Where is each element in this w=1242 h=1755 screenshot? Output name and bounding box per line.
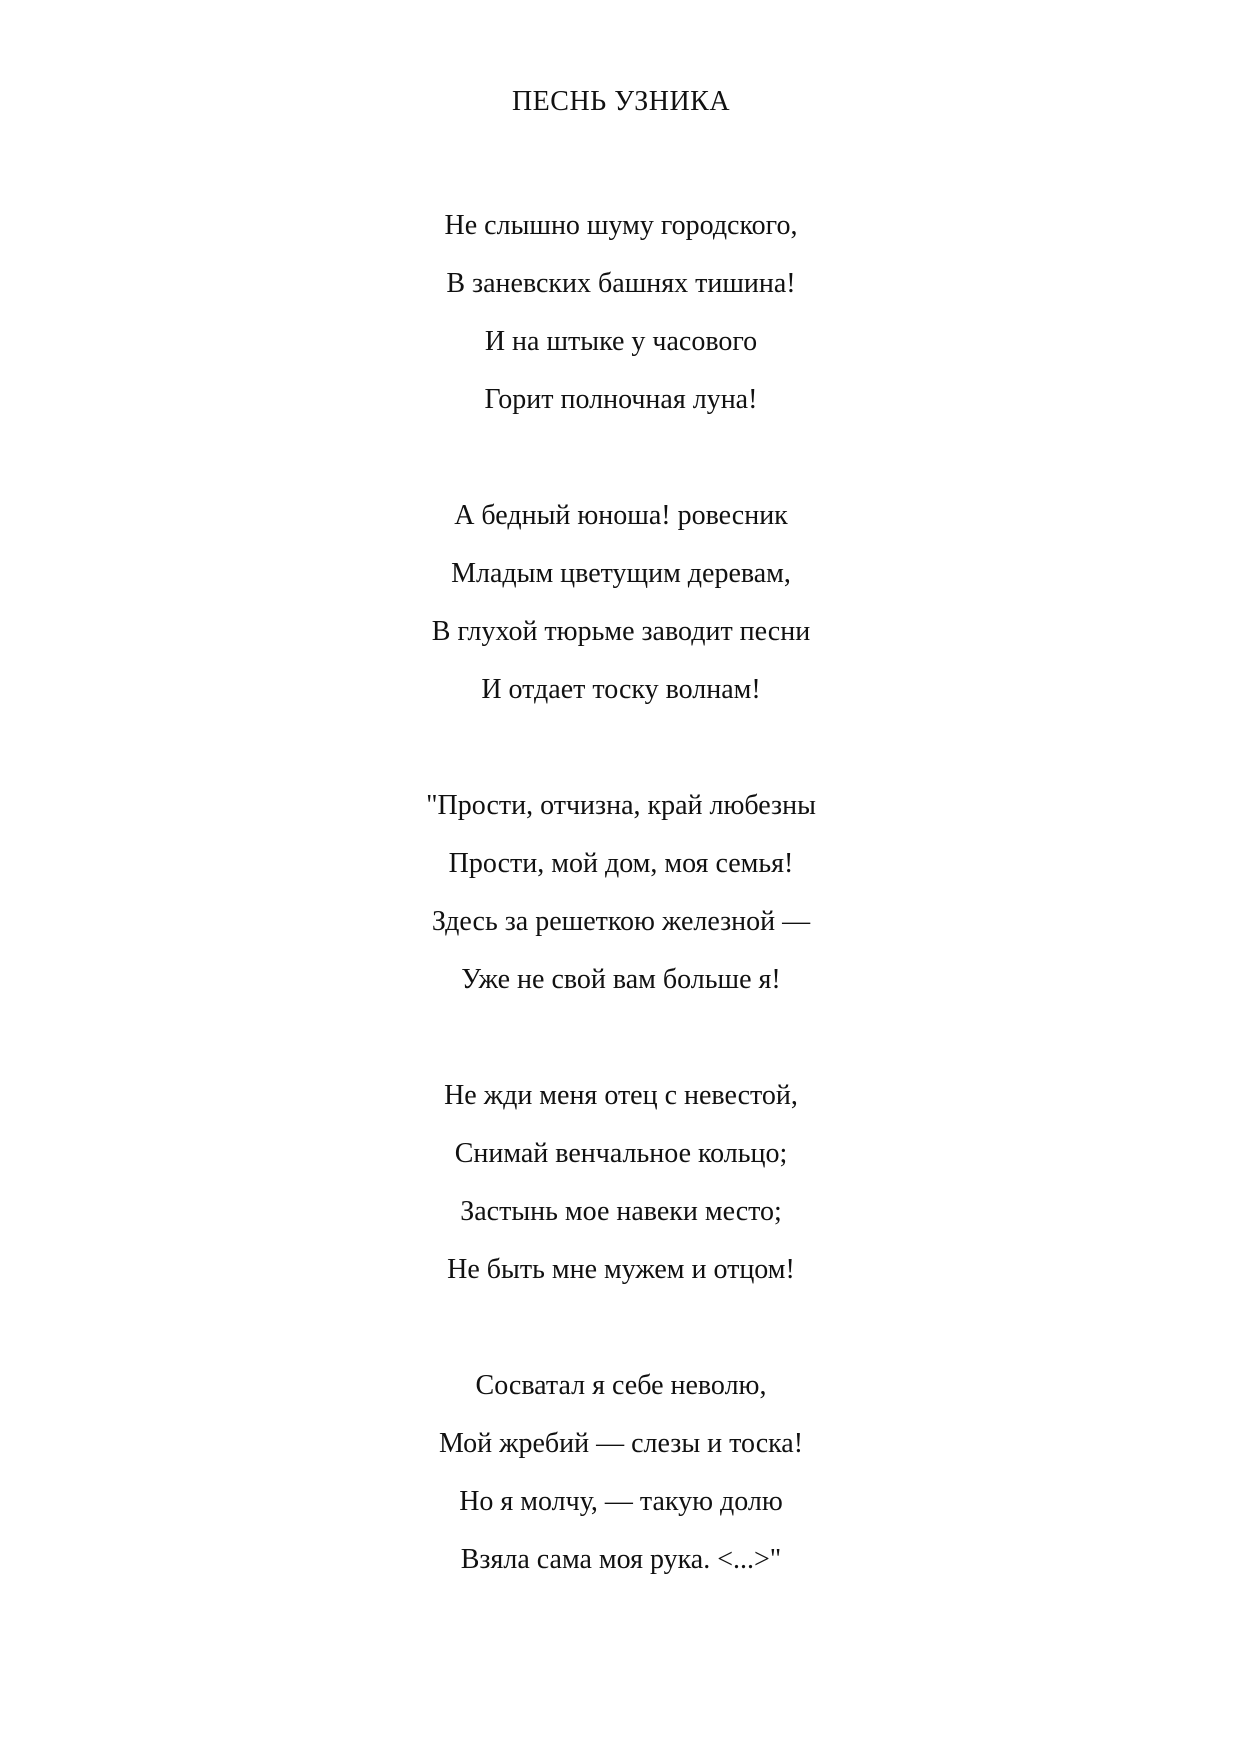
poem-title: ПЕСНЬ УЗНИКА <box>511 86 731 117</box>
stanza-1 <box>0 197 1242 429</box>
poem-line: Уже не свой вам больше я! <box>461 964 781 995</box>
stanza-4 <box>0 1067 1242 1299</box>
poem-line: Не слышно шуму городского, <box>444 210 798 241</box>
poem-line: Горит полночная луна! <box>484 384 758 415</box>
poem-line: Не быть мне мужем и отцом! <box>447 1254 795 1285</box>
poem-line: В глухой тюрьме заводит песни <box>431 616 811 647</box>
poem-line: Прости, мой дом, моя семья! <box>448 848 794 879</box>
poem-line: И на штыке у часового <box>484 326 758 357</box>
poem-line: "Прости, отчизна, край любезны <box>426 790 816 821</box>
poem-line: Но я молчу, — такую долю <box>459 1486 783 1517</box>
poem-line: В заневских башнях тишина! <box>446 268 796 299</box>
poem-line: Младым цветущим деревам, <box>451 558 791 589</box>
poem-line: Сосватал я себе неволю, <box>475 1370 767 1401</box>
poem-line: И отдает тоску волнам! <box>481 674 761 705</box>
poem-line: Здесь за решеткою железной — <box>431 906 811 937</box>
stanza-2 <box>0 487 1242 719</box>
poem-line: Мой жребий — слезы и тоска! <box>438 1428 804 1459</box>
stanza-3 <box>0 777 1242 1009</box>
stanza-5 <box>0 1357 1242 1589</box>
poem-line: А бедный юноша! ровесник <box>454 500 788 531</box>
poem-body <box>0 197 1242 1647</box>
poem-line: Застынь мое навеки место; <box>460 1196 782 1227</box>
poem-line: Снимай венчальное кольцо; <box>454 1138 788 1169</box>
poem-line: Взяла сама моя рука. <...>" <box>460 1544 782 1575</box>
poem-line: Не жди меня отец с невестой, <box>444 1080 798 1111</box>
